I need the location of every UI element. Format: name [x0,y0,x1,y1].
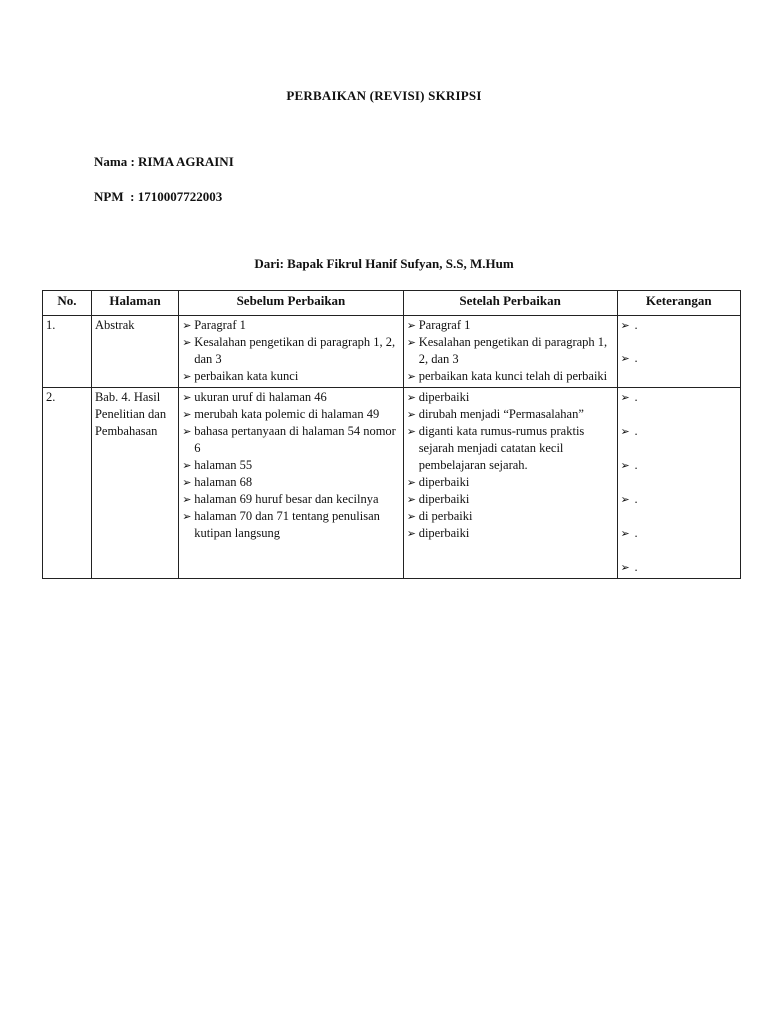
list-item-text: dirubah menjadi “Permasalahan” [418,407,584,421]
arrowhead-right-icon: ➢ [406,370,416,383]
list-item-text: ukuran uruf di halaman 46 [194,390,327,404]
arrowhead-right-icon: ➢ [182,319,192,332]
list-item [182,474,400,491]
npm-value: : 1710007722003 [130,189,223,204]
list-item [407,474,614,491]
list-item [182,423,400,457]
list-item-text: Kesalahan pengetikan di paragraph 1, 2, dan 3 [418,335,608,366]
list-item-text: diperbaiki [418,492,470,506]
list-item-text: diperbaiki [418,475,470,489]
list-item [407,317,614,334]
arrowhead-right-icon: ➢ [182,370,192,383]
list-item-text: . [634,318,638,332]
list-item [407,406,614,423]
npm-field [94,189,222,205]
arrowhead-right-icon: ➢ [182,336,192,349]
list-item [182,406,400,423]
arrowhead-right-icon: ➢ [620,319,630,332]
list-item-text: merubah kata polemic di halaman 49 [194,407,380,421]
list-item [182,334,400,368]
arrowhead-right-icon: ➢ [406,493,416,506]
list-item [407,525,614,542]
header-sebelum: Sebelum Perbaikan [179,291,404,316]
arrowhead-right-icon: ➢ [620,493,630,506]
list-item-text: bahasa pertanyaan di halaman 54 nomor 6 [194,424,396,455]
arrowhead-right-icon: ➢ [620,561,630,574]
arrowhead-right-icon: ➢ [406,510,416,523]
nama-field [94,154,234,170]
list-item [182,368,400,385]
npm-label: NPM [94,189,124,204]
list-item-text: diganti kata rumus-rumus praktis sejarah menjadi catatan kecil pembelajaran sejarah. [418,424,585,472]
list-item [621,317,737,334]
header-no: No. [43,291,92,316]
arrowhead-right-icon: ➢ [406,408,416,421]
arrowhead-right-icon: ➢ [406,391,416,404]
list-item-text: Paragraf 1 [194,318,246,332]
list-item [407,334,614,368]
list-item [182,491,400,508]
header-halaman: Halaman [91,291,178,316]
arrowhead-right-icon: ➢ [406,319,416,332]
list-item [407,389,614,406]
reviewer-line: Dari: Bapak Fikrul Hanif Sufyan, S.S, M.Hum [254,256,514,271]
header-setelah: Setelah Perbaikan [403,291,617,316]
cell-sebelum [179,316,404,388]
list-item-text: diperbaiki [418,526,470,540]
list-item [407,423,614,474]
arrowhead-right-icon: ➢ [182,408,192,421]
cell-keterangan [617,316,740,388]
arrowhead-right-icon: ➢ [406,336,416,349]
list-item-text: perbaikan kata kunci [194,369,299,383]
cell-no: 1. [43,316,92,388]
arrowhead-right-icon: ➢ [182,459,192,472]
arrowhead-right-icon: ➢ [182,476,192,489]
list-item [182,508,400,542]
list-item [182,389,400,406]
list-item [621,457,737,474]
arrowhead-right-icon: ➢ [406,476,416,489]
arrowhead-right-icon: ➢ [182,425,192,438]
arrowhead-right-icon: ➢ [620,459,630,472]
list-item [407,508,614,525]
list-item [182,457,400,474]
arrowhead-right-icon: ➢ [182,391,192,404]
arrowhead-right-icon: ➢ [182,510,192,523]
list-item-text: . [634,424,638,438]
list-item [621,423,737,440]
list-item-text: halaman 55 [194,458,253,472]
revision-table [42,290,741,579]
list-item-text: halaman 68 [194,475,253,489]
sebelum-list [182,389,400,542]
keterangan-list [621,317,737,367]
table-header-row [43,291,741,316]
arrowhead-right-icon: ➢ [620,391,630,404]
list-item [407,491,614,508]
header-keterangan: Keterangan [617,291,740,316]
list-item-text: . [634,390,638,404]
arrowhead-right-icon: ➢ [182,493,192,506]
list-item [621,559,737,576]
list-item-text: . [634,458,638,472]
arrowhead-right-icon: ➢ [620,425,630,438]
cell-no: 2. [43,388,92,579]
cell-keterangan [617,388,740,579]
keterangan-list [621,389,737,576]
cell-setelah [403,316,617,388]
list-item [621,491,737,508]
arrowhead-right-icon: ➢ [620,352,630,365]
sebelum-list [182,317,400,385]
list-item [407,368,614,385]
cell-sebelum [179,388,404,579]
list-item-text: . [634,526,638,540]
list-item-text: halaman 70 dan 71 tentang penulisan kutipan langsung [194,509,380,540]
list-item [621,525,737,542]
cell-halaman: Bab. 4. Hasil Penelitian dan Pembahasan [91,388,178,579]
arrowhead-right-icon: ➢ [620,527,630,540]
list-item [182,317,400,334]
cell-setelah [403,388,617,579]
document-title: PERBAIKAN (REVISI) SKRIPSI [286,88,482,103]
nama-label: Nama [94,154,128,169]
setelah-list [407,389,614,542]
list-item [621,389,737,406]
setelah-list [407,317,614,385]
table-row [43,316,741,388]
list-item-text: perbaikan kata kunci telah di perbaiki [418,369,608,383]
list-item-text: . [634,351,638,365]
list-item-text: Kesalahan pengetikan di paragraph 1, 2, dan 3 [194,335,396,366]
arrowhead-right-icon: ➢ [406,425,416,438]
table-row [43,388,741,579]
list-item-text: diperbaiki [418,390,470,404]
cell-halaman: Abstrak [91,316,178,388]
nama-value: : RIMA AGRAINI [130,154,234,169]
list-item-text: di perbaiki [418,509,473,523]
arrowhead-right-icon: ➢ [406,527,416,540]
list-item-text: . [634,492,638,506]
list-item [621,350,737,367]
list-item-text: halaman 69 huruf besar dan kecilnya [194,492,379,506]
list-item-text: . [634,560,638,574]
list-item-text: Paragraf 1 [418,318,471,332]
